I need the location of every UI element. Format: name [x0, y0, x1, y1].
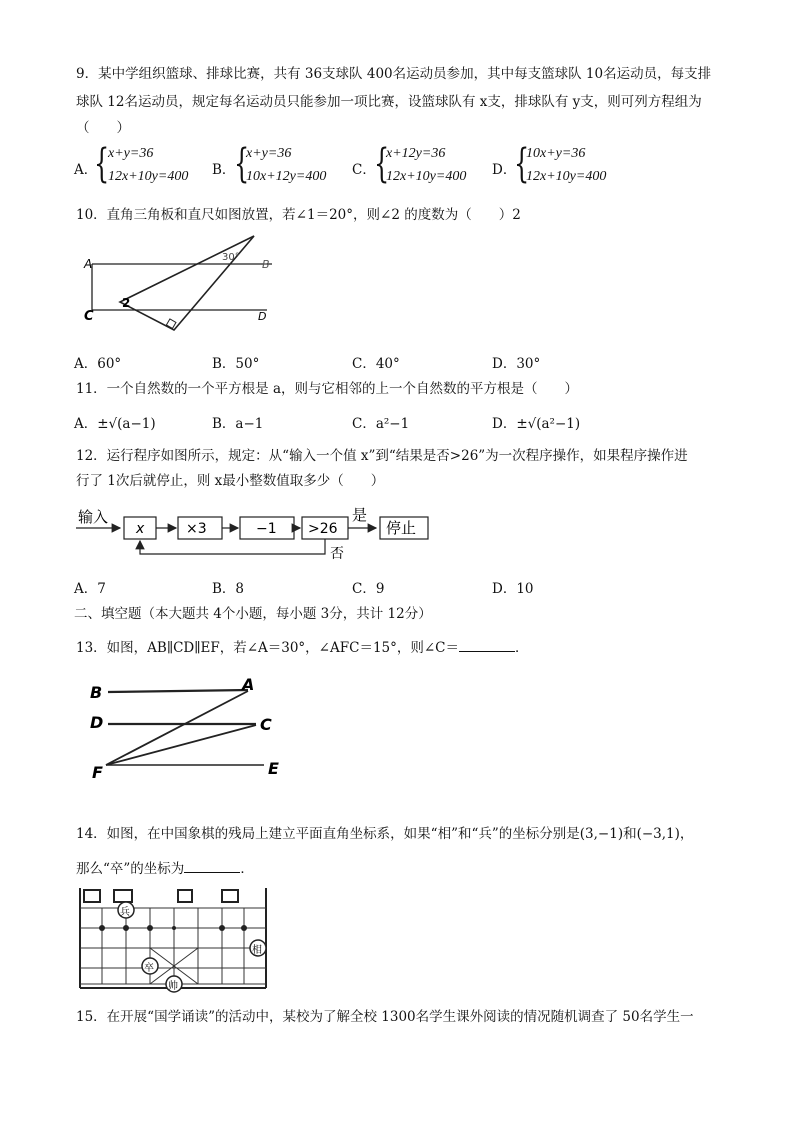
label-d: D [258, 310, 267, 323]
q15-line1: 15．在开展“国学诵读”的活动中，某校为了解全校 1300名学生课外阅读的情况随机调查了 50名学生一 [76, 1009, 694, 1025]
flow-x: x [136, 521, 145, 537]
flow-stop: 停止 [386, 519, 417, 537]
q14-stem: 那么“卒”的坐标为 [76, 861, 185, 877]
label-c: C [260, 715, 272, 734]
q12-option-c: C．9 [352, 581, 385, 597]
q12-option-b: B．8 [212, 581, 245, 597]
flow-input-label: 输入 [78, 508, 109, 526]
q13-end: ． [515, 640, 529, 656]
piece-xiang [250, 940, 266, 956]
q13-stem: 13．如图，AB∥CD∥EF，若∠A＝30°，∠AFC＝15°，则∠C＝ [76, 640, 460, 656]
piece-zu [142, 958, 158, 974]
q14-end: ． [240, 861, 254, 877]
option-letter: A． [74, 162, 98, 178]
equation: 12x+10y=400 [386, 169, 467, 184]
q12-flowchart [74, 500, 434, 562]
q12-line1: 12．运行程序如图所示，规定：从“输入一个值 x”到“结果是否>26”为一次程序操作，如果程序操作进 [76, 448, 688, 464]
q13-text [76, 636, 529, 656]
q9-line2: 球队 12名运动员，规定每名运动员只能参加一项比赛，设篮球队有 x支，排球队有 y支，则可列方程组为 [76, 94, 702, 110]
equation: 12x+10y=400 [526, 169, 607, 184]
piece-shuai [166, 976, 182, 992]
equation: x+12y=36 [386, 146, 446, 161]
label-angle30: 30° [222, 252, 240, 263]
equation: 10x+12y=400 [246, 169, 327, 184]
label-b: B [262, 258, 270, 271]
q10-figure [82, 232, 282, 337]
brace-icon: { [514, 141, 530, 187]
brace-icon: { [374, 141, 390, 187]
q11-option-d: D．±√(a²−1) [492, 416, 581, 432]
q9-line1: 9．某中学组织篮球、排球比赛，共有 36支球队 400名运动员参加，其中每支篮球队 10名运动员，每支排 [76, 66, 712, 82]
q9-line3: （ ） [76, 120, 130, 136]
line-ab [108, 690, 248, 692]
q12-line2: 行了 1次后就停止，则 x最小整数值取多少（ ） [76, 473, 385, 489]
equation: 12x+10y=400 [108, 169, 189, 184]
flow-loop-arrow [140, 539, 325, 554]
q13-figure [88, 672, 288, 782]
label-angle2: 2 [122, 296, 131, 310]
brace-icon: { [234, 141, 250, 187]
flow-times3: ×3 [186, 521, 207, 537]
option-letter: D． [492, 162, 517, 178]
q11-option-a: A．±√(a−1) [74, 416, 156, 432]
option-letter: C． [352, 162, 376, 178]
q10-option-d: D．30° [492, 356, 541, 372]
q12-option-d: D．10 [492, 581, 534, 597]
answer-blank [459, 639, 515, 652]
flow-no-label: 否 [330, 546, 344, 562]
svg-text:帅: 帅 [168, 981, 178, 992]
answer-blank [184, 860, 240, 873]
triangle-ruler [120, 236, 254, 330]
equation: x+y=36 [246, 146, 292, 161]
line-fc [106, 725, 256, 765]
svg-text:兵: 兵 [120, 907, 130, 918]
equation: 10x+y=36 [526, 146, 586, 161]
q10-text: 10．直角三角板和直尺如图放置，若∠1＝20°，则∠2 的度数为（ ）2 [76, 207, 521, 223]
q10-option-c: C．40° [352, 356, 400, 372]
svg-text:卒: 卒 [144, 963, 154, 974]
line-fa [106, 691, 248, 765]
label-c: C [84, 309, 94, 324]
label-a: A [84, 257, 93, 271]
label-e: E [268, 759, 279, 778]
equation: x+y=36 [108, 146, 154, 161]
q11-text: 11．一个自然数的一个平方根是 a，则与它相邻的上一个自然数的平方根是（ ） [76, 381, 579, 397]
brace-icon: { [94, 141, 110, 187]
q14-chessboard [74, 884, 274, 994]
svg-text:相: 相 [252, 945, 262, 956]
option-letter: B． [212, 162, 236, 178]
piece-bing [118, 902, 134, 918]
q10-option-a: A．60° [74, 356, 122, 372]
q14-line2 [76, 857, 254, 877]
label-f: F [92, 763, 103, 782]
q14-line1: 14．如图，在中国象棋的残局上建立平面直角坐标系，如果“相”和“兵”的坐标分别是(3,−1)和(−3,1)， [76, 826, 694, 842]
flow-gt26: >26 [308, 521, 338, 537]
q10-option-b: B．50° [212, 356, 260, 372]
q11-option-b: B．a−1 [212, 416, 264, 432]
flow-yes-label: 是 [352, 506, 368, 524]
label-a: A [242, 675, 255, 694]
label-d: D [90, 713, 104, 732]
section-title: 二、填空题（本大题共 4个小题，每小题 3分，共计 12分） [74, 606, 432, 622]
flow-minus1: −1 [256, 521, 277, 537]
label-b: B [90, 683, 103, 702]
q12-option-a: A．7 [74, 581, 106, 597]
q11-option-c: C．a²−1 [352, 416, 410, 432]
